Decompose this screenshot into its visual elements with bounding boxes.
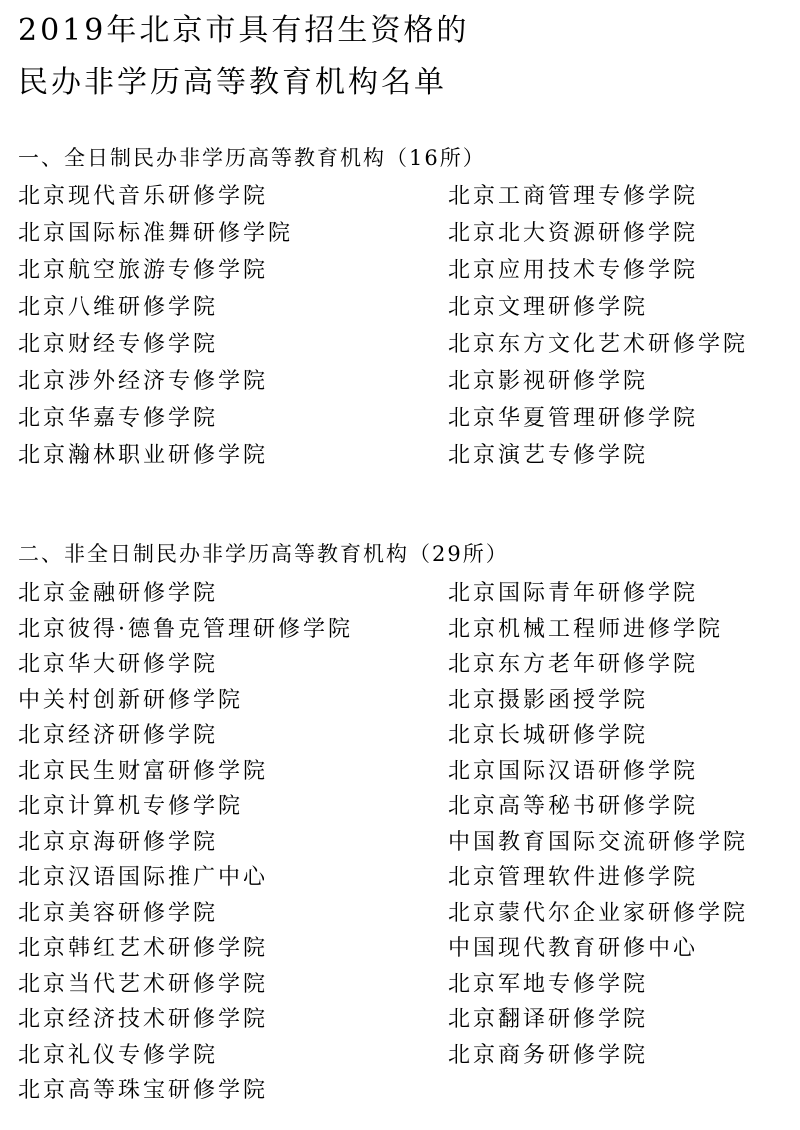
institution-list-item: 北京经济研修学院 xyxy=(18,723,219,748)
institution-list-item: 北京北大资源研修学院 xyxy=(448,221,699,246)
institution-list-item: 北京国际青年研修学院 xyxy=(448,581,699,606)
institution-list-item: 北京美容研修学院 xyxy=(18,900,219,926)
institution-list-item: 北京高等秘书研修学院 xyxy=(448,794,699,819)
institution-list-item: 北京东方老年研修学院 xyxy=(448,652,699,677)
institution-list-item: 北京瀚林职业研修学院 xyxy=(18,443,269,468)
institution-list-item: 北京民生财富研修学院 xyxy=(18,758,269,784)
institution-list-item: 北京长城研修学院 xyxy=(448,723,649,748)
institution-list-item: 北京商务研修学院 xyxy=(448,1042,649,1068)
institution-list-item: 北京国际标准舞研修学院 xyxy=(18,221,294,246)
institution-list-item: 北京国际汉语研修学院 xyxy=(448,758,699,784)
institution-list-item: 北京蒙代尔企业家研修学院 xyxy=(448,900,749,926)
document-title-line-1: 2019年北京市具有招生资格的 xyxy=(18,13,470,48)
section-full-time-heading: 一、全日制民办非学历高等教育机构（16所） xyxy=(18,146,486,170)
institution-list-item: 北京机械工程师进修学院 xyxy=(448,616,724,642)
section-part-time-heading: 二、非全日制民办非学历高等教育机构（29所） xyxy=(18,542,509,566)
institution-list-item: 北京演艺专修学院 xyxy=(448,443,649,468)
institution-list-item: 北京礼仪专修学院 xyxy=(18,1042,219,1068)
institution-list-item: 北京工商管理专修学院 xyxy=(448,184,699,209)
institution-list-item: 北京华嘉专修学院 xyxy=(18,406,219,431)
institution-list-item: 北京八维研修学院 xyxy=(18,295,219,320)
institution-list-item: 中关村创新研修学院 xyxy=(18,687,244,713)
institution-list-item: 北京经济技术研修学院 xyxy=(18,1007,269,1032)
document-title-line-2: 民办非学历高等教育机构名单 xyxy=(18,65,447,100)
institution-list-item: 北京韩红艺术研修学院 xyxy=(18,936,269,961)
section-part-time-left-column xyxy=(18,576,353,1109)
section-full-time-right-column xyxy=(448,178,748,474)
institution-list-item: 北京财经专修学院 xyxy=(18,332,219,357)
institution-list-item: 北京彼得·德鲁克管理研修学院 xyxy=(18,616,353,642)
institution-list-item: 北京应用技术专修学院 xyxy=(448,258,699,283)
institution-list-item: 北京管理软件进修学院 xyxy=(448,865,699,890)
institution-list-item: 北京京海研修学院 xyxy=(18,829,219,855)
institution-list-item: 北京军地专修学院 xyxy=(448,971,649,997)
institution-list-item: 北京当代艺术研修学院 xyxy=(18,971,269,997)
institution-list-item: 北京文理研修学院 xyxy=(448,295,649,320)
institution-list-item: 北京华大研修学院 xyxy=(18,652,219,677)
institution-list-item: 北京摄影函授学院 xyxy=(448,687,649,713)
institution-list-item: 北京东方文化艺术研修学院 xyxy=(448,332,749,357)
section-part-time-right-column xyxy=(448,576,748,1073)
institution-list-item: 北京华夏管理研修学院 xyxy=(448,406,699,431)
institution-list-item: 北京计算机专修学院 xyxy=(18,794,244,819)
institution-list-item: 北京翻译研修学院 xyxy=(448,1007,649,1032)
institution-list-item: 北京金融研修学院 xyxy=(18,581,219,606)
institution-list-item: 北京涉外经济专修学院 xyxy=(18,369,269,394)
institution-list-item: 北京航空旅游专修学院 xyxy=(18,258,269,283)
institution-list-item: 北京影视研修学院 xyxy=(448,369,649,394)
institution-list-item: 中国现代教育研修中心 xyxy=(448,936,699,961)
institution-list-item: 中国教育国际交流研修学院 xyxy=(448,829,749,855)
institution-list-item: 北京现代音乐研修学院 xyxy=(18,184,269,209)
institution-list-item: 北京汉语国际推广中心 xyxy=(18,865,269,890)
section-full-time-left-column xyxy=(18,178,293,474)
institution-list-item: 北京高等珠宝研修学院 xyxy=(18,1078,269,1103)
